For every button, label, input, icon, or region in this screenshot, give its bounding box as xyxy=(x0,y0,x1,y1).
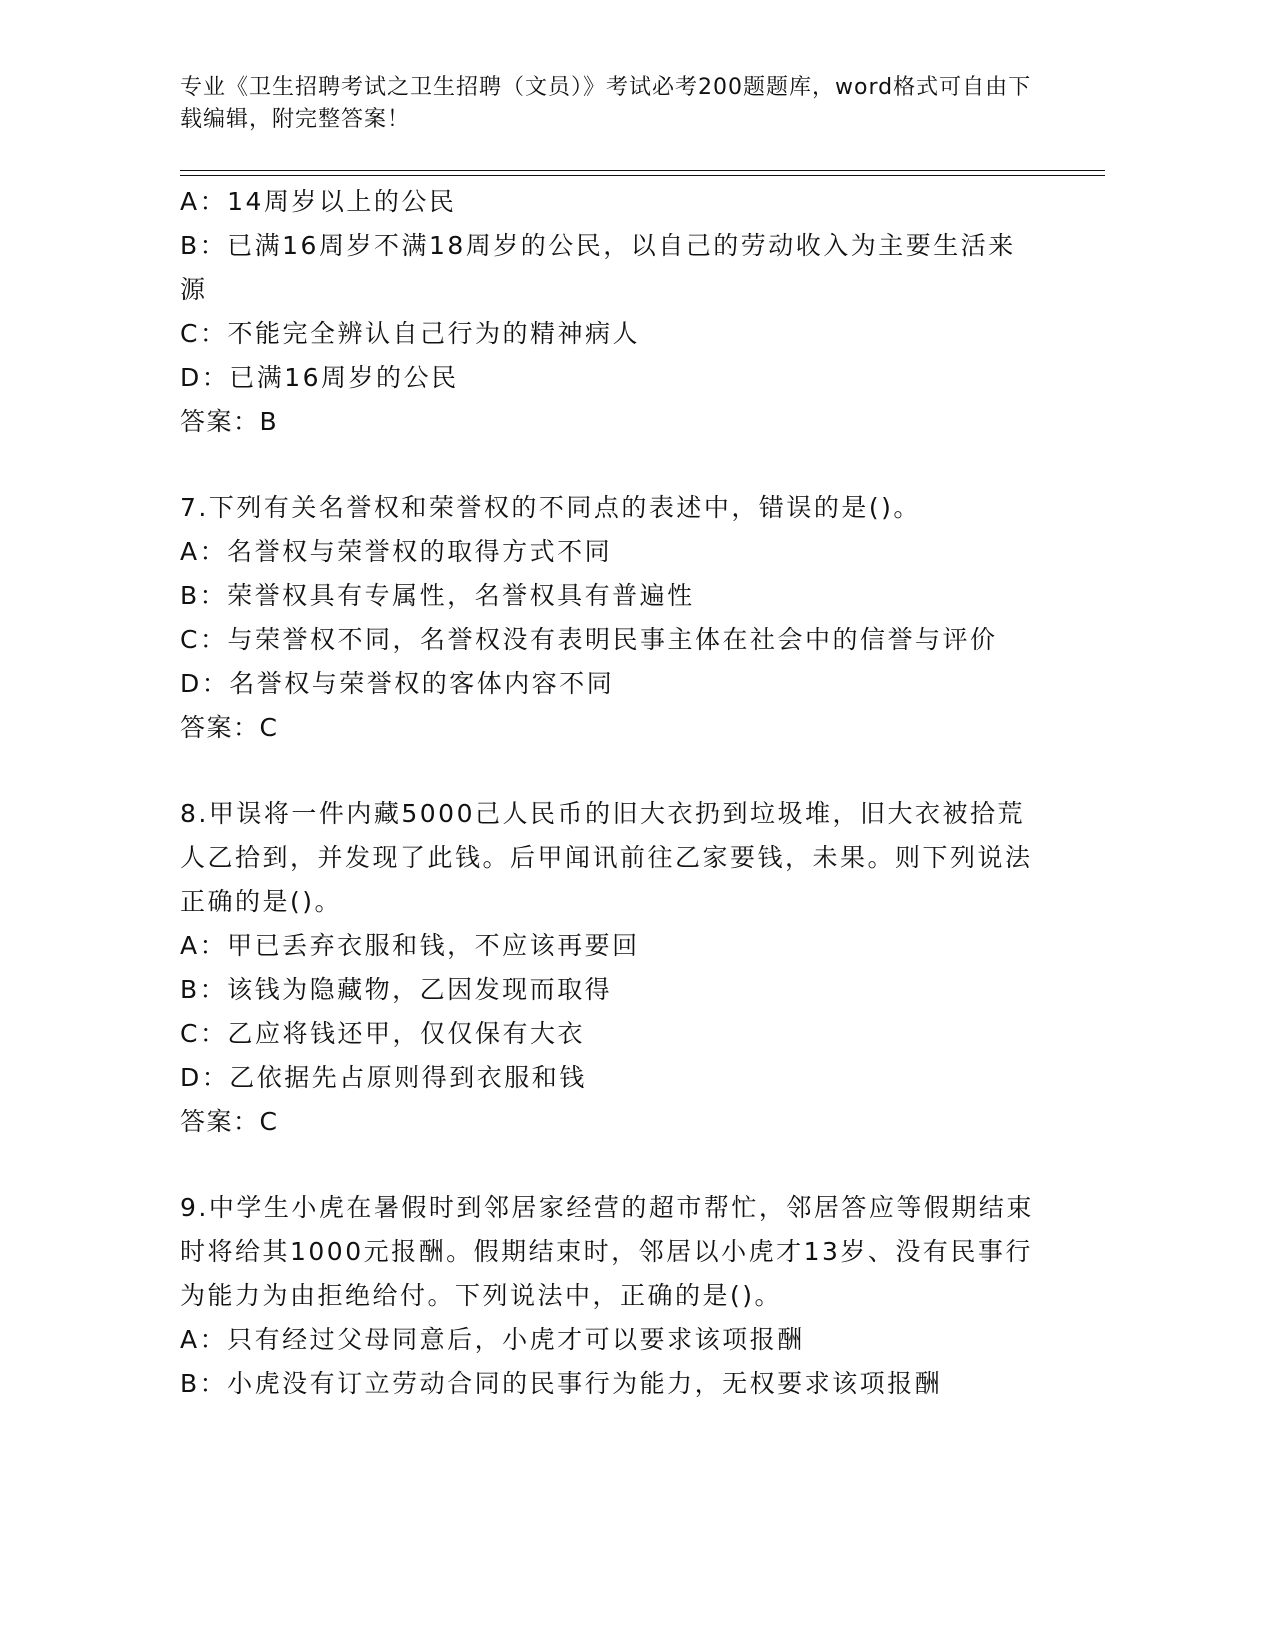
option-a: A：甲已丢弃衣服和钱，不应该再要回 xyxy=(180,931,640,960)
option-b: B：已满16周岁不满18周岁的公民，以自己的劳动收入为主要生活来源 xyxy=(180,231,1016,304)
option-d: D：名誉权与荣誉权的客体内容不同 xyxy=(180,669,615,698)
option-b: B：该钱为隐藏物，乙因发现而取得 xyxy=(180,975,613,1004)
option-a: A：只有经过父母同意后，小虎才可以要求该项报酬 xyxy=(180,1325,805,1354)
option-c: C：不能完全辨认自己行为的精神病人 xyxy=(180,319,640,348)
question-stem: 7.下列有关名誉权和荣誉权的不同点的表述中，错误的是()。 xyxy=(180,493,921,522)
question-stem: 9.中学生小虎在暑假时到邻居家经营的超市帮忙，邻居答应等假期结束时将给其1000元报酬。假期结束时，邻居以小虎才13岁、没有民事行为能力为由拒绝给付。下列说法中，正确的是()。 xyxy=(180,1193,1034,1310)
question-7 xyxy=(180,486,1040,750)
question-6 xyxy=(180,180,1040,444)
spacer xyxy=(180,750,1040,792)
question-9 xyxy=(180,1186,1040,1406)
option-d: D：已满16周岁的公民 xyxy=(180,363,459,392)
answer: 答案：C xyxy=(180,1107,279,1136)
option-d: D：乙依据先占原则得到衣服和钱 xyxy=(180,1063,587,1092)
option-a: A：14周岁以上的公民 xyxy=(180,187,457,216)
spacer xyxy=(180,444,1040,486)
document-header: 专业《卫生招聘考试之卫生招聘（文员）》考试必考200题题库，word格式可自由下载编辑，附完整答案！ xyxy=(180,75,1032,132)
header-divider-bottom xyxy=(180,175,1105,176)
spacer xyxy=(180,1144,1040,1186)
option-a: A：名誉权与荣誉权的取得方式不同 xyxy=(180,537,613,566)
question-list xyxy=(180,180,1040,1406)
header-divider-top xyxy=(180,170,1105,171)
option-c: C：乙应将钱还甲，仅仅保有大衣 xyxy=(180,1019,585,1048)
question-stem: 8.甲误将一件内藏5000己人民币的旧大衣扔到垃圾堆，旧大衣被拾荒人乙拾到，并发现了此钱。后甲闻讯前往乙家要钱，未果。则下列说法正确的是()。 xyxy=(180,799,1033,916)
answer: 答案：B xyxy=(180,407,279,436)
option-b: B：小虎没有订立劳动合同的民事行为能力，无权要求该项报酬 xyxy=(180,1369,943,1398)
answer: 答案：C xyxy=(180,713,279,742)
question-8 xyxy=(180,792,1040,1144)
option-c: C：与荣誉权不同，名誉权没有表明民事主体在社会中的信誉与评价 xyxy=(180,625,998,654)
option-b: B：荣誉权具有专属性，名誉权具有普遍性 xyxy=(180,581,695,610)
